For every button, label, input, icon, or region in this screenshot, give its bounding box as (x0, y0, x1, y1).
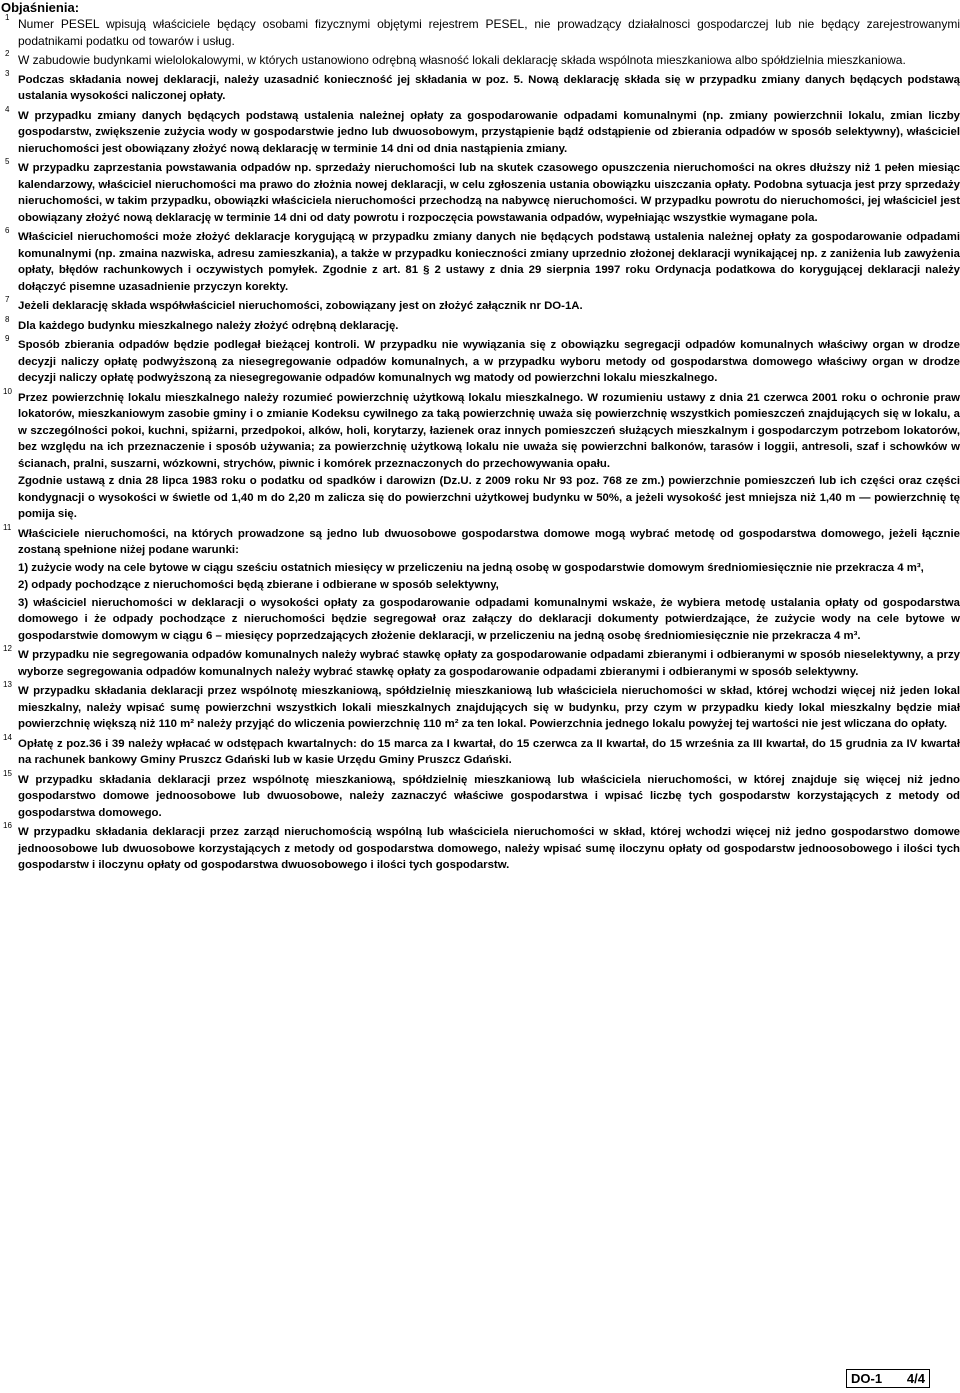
note-number: 9 (5, 334, 10, 343)
note-item (0, 157, 960, 226)
note-item (0, 68, 960, 105)
note-number: 3 (5, 68, 10, 78)
note-number: 10 (3, 386, 12, 396)
page-number: 4/4 (906, 1371, 925, 1386)
note-number: 11 (3, 522, 12, 532)
note-text: W przypadku zaprzestania powstawania odpadów np. sprzedaży nieruchomości lub na skutek czasowego opuszczenia nieruchomości na okres dłuższy niż 1 pełen miesiąc kalendarzowy, właściciel nieruchomości ma prawo do złożnia nowej deklaracji, w celu zgłoszenia ustania obowiązku uiszczania opłaty. Podobna sytuacja jest przy sprzedaży nieruchomości, w takim przypadku, obowiązki właściciela nieruchomości przechodzą na nabywcę nieruchomości. W przypadku powrotu do nieruchomości, jej właściciel jest obowiązany złożyć nową deklarację w terminie 14 dni od daty powrotu i rozpoczęcia powstawania odpadów, wypełniając wszystkie wymagane pola. (18, 162, 960, 224)
note-number: 7 (5, 295, 10, 304)
note-text: Dla każdego budynku mieszkalnego należy złożyć odrębną deklarację. (18, 319, 399, 332)
notes-list (0, 13, 960, 877)
note-text: 3) właściciel nieruchomości w deklaracji o wysokości opłaty za gospodarowanie odpadami komunalnymi wskaże, że wybiera metodę ustalania opłaty od gospodarstwa domowego i że odpady pochodzące z nieruchomości będzie segregował oraz załączy do deklaracji dokumenty potwierdzające, że zużycie wody na cele bytowe w gospodarstwie domowym w ciągu 6 – miesięcy poprzedzających złożenie deklaracji, w przeliczeniu na jedną osobę średniomiesięcznie nie przekracza 4 m³. (18, 596, 960, 642)
note-number: 8 (5, 314, 10, 324)
note-text: Sposób zbierania odpadów będzie podlegał bieżącej kontroli. W przypadku nie wywiązania się z obowiązku segregacji odpadów komunalnych właściwy organ w drodze decyzji naliczy opłatę podwyższoną za niesegregowanie odpadów komunalnych, a w przypadku wyboru metody od gospodarstwa domowego właściwy organ w drodze decyzji naliczy opłatę podwyższoną za niesegregowanie odpadów komunalnych wg matody od powierzchni lokalu mieszkalnego. (18, 339, 960, 384)
note-item (0, 768, 960, 822)
note-item (0, 314, 960, 335)
note-text: W przypadku składania deklaracji przez wspólnotę mieszkaniową, spółdzielnię mieszkaniową lub właściciela nieruchomości, w której znajduje się więcej niż jedno gospodarstwo domowe jednoosobowe lub dwuosobowe, należy zaznaczyć właściwe gospodarstwa i wpisać liczbę tych gospodarstw korzystających z metody od gospodarstwa domowego. (18, 773, 960, 819)
note-text: W przypadku składania deklaracji przez zarząd nieruchomością wspólną lub właściciela nieruchomości w skład, której wchodzi więcej niż jedno gospodarstwo domowe jednoosobowe lub dwuosobowe korzystających z metody od gospodarstwa domowego, należy wpisać sumę iloczynu opłaty od gospodarstw jednoosobowego i ilości tych gospodarstw i iloczynu opłaty od gospodarstwa dwuosobowego i ilości tych gospodarstw. (18, 826, 960, 871)
note-text: Przez powierzchnię lokalu mieszkalnego należy rozumieć powierzchnię użytkową lokalu mieszkalnego. W rozumieniu ustawy z dnia 21 czerwca 2001 roku o ochronie praw lokatorów, mieszkaniowym zasobie gminy i o zmianie Kodeksu cywilnego za taką powierzchnię uważa się powierzchnię wszystkich pomieszczeń znajdujących się w lokalu, a w szczególności pokoi, kuchni, spiżarni, przedpokoi, alków, holi, korytarzy, łazienek oraz innych pomieszczeń służących mieszkalnym i gospodarczym potrzebom lokatorów, bez względu na ich przeznaczenie i sposób używania; za powierzchnię użytkową lokalu nie uważa się powierzchni balkonów, tarasów i loggii, antresoli, szaf i schowków w ścianach, pralni, suszarni, wózkowni, strychów, piwnic i komórek przeznaczonych do przechowywania opału. (18, 391, 960, 470)
note-number: 6 (5, 226, 10, 235)
document-code: DO-1 (851, 1371, 883, 1386)
note-text: Numer PESEL wpisują właściciele będący osobami fizycznymi objętymi rejestrem PESEL, nie prowadzący działalnosci gospodarczej lub nie będący zarejestrowanymi podatnikami podatku od towarów i usług. (18, 17, 960, 48)
note-text: W przypadku składania deklaracji przez wspólnotę mieszkaniową, spółdzielnię mieszkaniową lub właściciela nieruchomości w skład, której wchodzi więcej niż jeden lokal mieszkalny, należy wpisać sumę powierzchni wszystkich lokali mieszkalnych znajdujących się w budynku, przy czym w przypadku kiedy lokal mieszkalny będzie miał powierzchnię większą niż 110 m² należy przyjąć do wliczenia powierzchnię 110 m² za ten lokal. Powierzchnia jednego lokalu powyżej tej wartości nie jest wliczana do opłaty. (18, 685, 960, 730)
note-item (0, 49, 960, 69)
note-text: Właściciele nieruchomości, na których prowadzone są jedno lub dwuosobowe gospodarstwa domowe mogą wybrać metodę od gospodarstwa domowego, jeżeli łącznie zostaną spełnione niżej podane warunki: (18, 527, 960, 556)
note-number: 4 (5, 104, 10, 114)
note-number: 16 (3, 821, 12, 830)
note-item (0, 732, 960, 769)
note-text: Opłatę z poz.36 i 39 należy wpłacać w odstępach kwartalnych: do 15 marca za I kwartał, do 15 czerwca za II kwartał, do 15 września za III kwartał, do 15 grudnia za IV kwartał na rachunek bankowy Gminy Pruszcz Gdański lub w kasie Urzędu Gminy Pruszcz Gdański. (18, 737, 960, 766)
note-number: 12 (3, 644, 12, 653)
note-text: Jeżeli deklarację składa współwłaściciel nieruchomości, zobowiązany jest on złożyć załącznik nr DO-1A. (18, 300, 583, 312)
note-number: 2 (5, 49, 10, 58)
note-text: W zabudowie budynkami wielolokalowymi, w których ustanowiono odrębną własność lokali deklarację składa wspólnota mieszkaniowa albo spółdzielnia mieszkaniowa. (18, 53, 906, 67)
note-item (0, 821, 960, 874)
note-item (0, 334, 960, 387)
note-item (0, 522, 960, 645)
note-text: W przypadku zmiany danych będących podstawą ustalenia należnej opłaty za gospodarowanie odpadami komunalnymi (np. zmiany powierzchnii lokalu, zmian liczby gospodarstw, zwiększenie zużycia wody w gospodarstwie jedno lub dwuosobowym, przystąpienie bądź odstąpienie od zbierania odpadów w sposób selektywny), właściciel nieruchomości jest obowiązany złożyć nową deklarację w terminie 14 dni od dnia nastąpienia zmiany. (18, 109, 960, 155)
note-text: 2) odpady pochodzące z nieruchomości będą zbierane i odbierane w sposób selektywny, (18, 579, 499, 591)
note-item (0, 104, 960, 158)
note-text: 1) zużycie wody na cele bytowe w ciągu sześciu ostatnich miesięcy w przeliczeniu na jedną osobę w gospodarstwie domowym średniomiesięcznie nie przekracza 4 m³, (18, 561, 924, 574)
note-item (0, 386, 960, 523)
note-text: Podczas składania nowej deklaracji, należy uzasadnić konieczność jej składania w poz. 5. Nową deklarację składa się w przypadku zmiany danych będących podstawą ustalania wysokości naliczonej opłaty. (18, 73, 960, 102)
page-heading: Objaśnienia: (1, 0, 80, 15)
note-text: W przypadku nie segregowania odpadów komunalnych należy wybrać stawkę opłaty za gospodarowanie odpadami zbieranymi i odbieranymi w sposób nieselektywny, a przy wyborze segregowania odpadów komunalnych należy wybrać stawkę opłaty za gospodarowanie odpadami zbieranymi i odbieranymi w sposób selektywny. (18, 649, 960, 678)
note-item (0, 13, 960, 49)
note-text: Właściciel nieruchomości może złożyć deklaracje korygującą w przypadku zmiany danych nie będących podstawą ustalenia należnej opłaty za gospodarowanie odpadami komunalnymi (np. zmaina nazwiska, adresu zamieszkania), a także w przypadku konieczności zmiany uprzednio złożonej deklaracji wynikającej np. z zaniżenia lub zawyżenia opłaty, błędów rachunkowych i oczywistych pomyłek. Zgodnie z art. 81 § 2 ustawy z dnia 29 sierpnia 1997 roku Ordynacja podatkowa do korygującej deklaracji należy dołączyć pisemne uzasadnienie przyczyn korekty. (18, 231, 960, 293)
note-number: 1 (5, 13, 10, 22)
note-item (0, 226, 960, 295)
note-number: 15 (3, 768, 12, 778)
note-text: Zgodnie ustawą z dnia 28 lipca 1983 roku o podatku od spadków i darowizn (Dz.U. z 2009 roku Nr 93 poz. 768 ze zm.) powierzchnie pomieszczeń lub ich części oraz części kondygnacji o wysokości w świetle od 1,40 m do 2,20 m zalicza się do powierzchni użytkowej budynku w 50%, a jeżeli wysokość jest mniejsza niż 1,40 m — powierzchnię tę pomija się. (18, 475, 960, 520)
note-number: 14 (3, 732, 12, 742)
note-number: 5 (5, 157, 10, 166)
note-item (0, 295, 960, 315)
note-number: 13 (3, 680, 12, 689)
note-item (0, 644, 960, 680)
document-code-badge (846, 1369, 930, 1388)
note-item (0, 680, 960, 733)
